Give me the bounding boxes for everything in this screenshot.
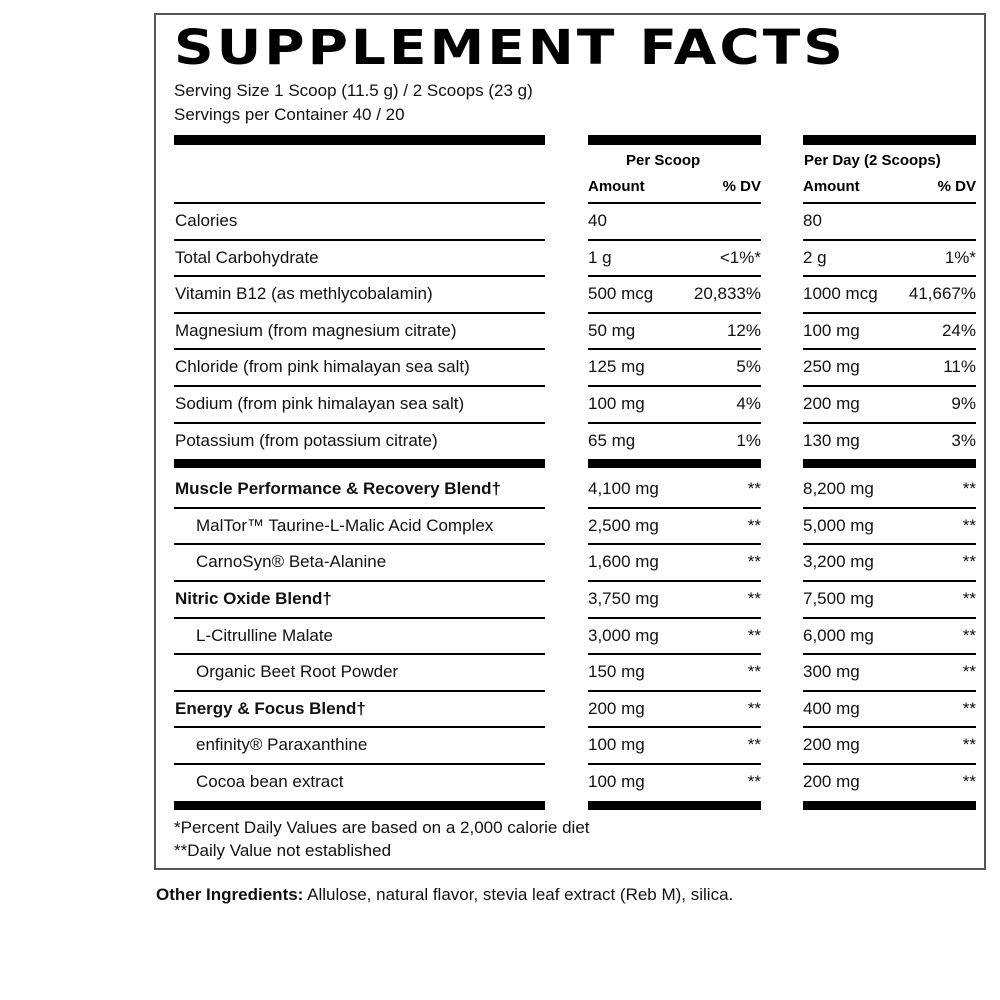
- per-scoop-amount: 50 mg: [588, 320, 636, 340]
- per-scoop-dv: **: [747, 698, 761, 718]
- top-bar-per-day: [803, 135, 976, 145]
- row-divider: [174, 763, 545, 765]
- row-divider: [803, 690, 976, 692]
- per-day-dv: 11%: [943, 357, 976, 377]
- nutrient-name: Energy & Focus Blend†: [175, 698, 366, 718]
- per-scoop-dv: 12%: [726, 320, 761, 340]
- row-divider: [174, 275, 545, 277]
- row-divider: [174, 422, 545, 424]
- row-divider: [803, 653, 976, 655]
- table-row: [156, 312, 988, 349]
- panel-title: SUPPLEMENT FACTS: [174, 18, 846, 76]
- per-day-amount: 200 mg: [803, 394, 860, 413]
- nutrient-name: Total Carbohydrate: [175, 247, 319, 267]
- nutrient-name: Nitric Oxide Blend†: [175, 589, 332, 608]
- row-divider: [174, 617, 545, 619]
- row-separator-bar: [588, 459, 761, 468]
- per-scoop-amount: 1 g: [588, 247, 612, 267]
- per-scoop-amount: 4,100 mg: [588, 479, 659, 499]
- other-ingredients: [156, 884, 733, 906]
- table-row: [156, 617, 988, 654]
- row-divider: [174, 385, 545, 387]
- per-day-amount-header: Amount: [803, 178, 860, 195]
- nutrient-name: MalTor™ Taurine-L-Malic Acid Complex: [196, 515, 494, 535]
- bottom-bar-per-day: [803, 801, 976, 810]
- row-divider: [803, 312, 976, 314]
- per-scoop-dv: **: [747, 735, 761, 755]
- per-scoop-amount: 3,000 mg: [588, 625, 659, 645]
- per-scoop-amount: 200 mg: [588, 698, 645, 718]
- row-divider: [803, 348, 976, 350]
- per-day-dv: 9%: [951, 394, 976, 413]
- table-row: [156, 239, 988, 276]
- supplement-facts-panel: [154, 13, 986, 870]
- nutrient-name: Calories: [175, 211, 238, 230]
- per-day-dv: **: [962, 625, 976, 645]
- table-row: [156, 275, 988, 312]
- row-divider: [588, 543, 761, 545]
- table-row: [156, 543, 988, 580]
- per-scoop-amount: 2,500 mg: [588, 515, 659, 535]
- per-scoop-dv: <1%*: [719, 247, 761, 267]
- nutrient-name: Potassium (from potassium citrate): [175, 430, 438, 450]
- row-divider: [174, 312, 545, 314]
- per-day-amount: 80: [803, 211, 822, 230]
- row-divider: [588, 690, 761, 692]
- per-scoop-dv: 4%: [736, 394, 761, 413]
- per-scoop-dv: **: [747, 552, 761, 572]
- per-day-dv: **: [962, 662, 976, 682]
- row-divider: [588, 507, 761, 509]
- nutrient-name: Chloride (from pink himalayan sea salt): [175, 357, 470, 377]
- row-divider: [174, 580, 545, 582]
- per-scoop-header: Per Scoop: [626, 152, 701, 169]
- row-divider: [588, 202, 761, 204]
- row-divider: [588, 239, 761, 241]
- nutrient-name: Organic Beet Root Powder: [196, 662, 399, 682]
- per-scoop-amount: 40: [588, 211, 607, 230]
- row-divider: [174, 653, 545, 655]
- per-day-dv: **: [962, 698, 976, 718]
- per-day-header: Per Day (2 Scoops): [804, 152, 941, 169]
- bottom-bar-names: [174, 801, 545, 810]
- per-scoop-amount: 65 mg: [588, 430, 636, 450]
- per-day-dv: **: [962, 515, 976, 535]
- per-scoop-dv: 5%: [736, 357, 761, 377]
- row-divider: [588, 763, 761, 765]
- row-divider: [803, 239, 976, 241]
- per-scoop-amount: 125 mg: [588, 357, 645, 377]
- per-day-dv: 1%*: [944, 247, 976, 267]
- nutrient-name: Magnesium (from magnesium citrate): [175, 320, 457, 340]
- row-divider: [588, 312, 761, 314]
- footnote-dv-not-established: **Daily Value not established: [174, 841, 392, 860]
- row-divider: [588, 385, 761, 387]
- per-day-dv: **: [962, 552, 976, 572]
- row-divider: [588, 422, 761, 424]
- nutrient-name: Vitamin B12 (as methlycobalamin): [175, 284, 433, 304]
- per-day-dv-header: % DV: [937, 178, 976, 195]
- per-scoop-amount: 100 mg: [588, 772, 645, 791]
- row-divider: [803, 763, 976, 765]
- row-divider: [174, 543, 545, 545]
- per-scoop-dv: **: [747, 589, 761, 608]
- table-row: [156, 348, 988, 385]
- row-divider: [803, 507, 976, 509]
- per-scoop-amount-header: Amount: [588, 178, 645, 195]
- per-scoop-dv: **: [747, 479, 761, 499]
- row-divider: [588, 653, 761, 655]
- per-day-amount: 7,500 mg: [803, 589, 874, 608]
- per-day-amount: 1000 mcg: [803, 284, 878, 304]
- row-divider: [174, 726, 545, 728]
- per-day-dv: 3%: [951, 430, 976, 450]
- table-row: [156, 422, 988, 459]
- nutrient-name: Muscle Performance & Recovery Blend†: [175, 479, 501, 499]
- top-bar-per-scoop: [588, 135, 761, 145]
- per-day-amount: 100 mg: [803, 320, 860, 340]
- table-row: [156, 202, 988, 239]
- per-day-dv: 41,667%: [908, 284, 976, 304]
- row-divider: [803, 543, 976, 545]
- row-divider: [803, 617, 976, 619]
- row-divider: [174, 690, 545, 692]
- per-scoop-dv: 1%: [736, 430, 761, 450]
- per-scoop-amount: 150 mg: [588, 662, 645, 682]
- footnote-daily-values: *Percent Daily Values are based on a 2,000 calorie diet: [174, 818, 590, 837]
- per-day-amount: 3,200 mg: [803, 552, 874, 572]
- per-day-amount: 300 mg: [803, 662, 860, 682]
- per-scoop-amount: 100 mg: [588, 394, 645, 413]
- per-day-amount: 8,200 mg: [803, 479, 874, 499]
- table-row: [156, 690, 988, 727]
- row-divider: [174, 507, 545, 509]
- row-divider: [803, 726, 976, 728]
- table-row: [156, 580, 988, 617]
- nutrient-name: Sodium (from pink himalayan sea salt): [175, 394, 465, 413]
- row-divider: [803, 202, 976, 204]
- per-scoop-dv: **: [747, 662, 761, 682]
- table-row: [156, 763, 988, 800]
- per-day-amount: 250 mg: [803, 357, 860, 377]
- servings-per-container: Servings per Container 40 / 20: [174, 105, 405, 124]
- per-scoop-dv: **: [747, 515, 761, 535]
- per-day-amount: 6,000 mg: [803, 625, 874, 645]
- row-divider: [174, 202, 545, 204]
- row-divider: [588, 726, 761, 728]
- per-day-dv: **: [962, 772, 976, 791]
- per-scoop-dv-header: % DV: [722, 178, 761, 195]
- per-day-dv: **: [962, 735, 976, 755]
- bottom-bar-per-scoop: [588, 801, 761, 810]
- per-day-dv: **: [962, 479, 976, 499]
- nutrient-name: enfinity® Paraxanthine: [196, 735, 368, 755]
- per-day-dv: **: [962, 589, 976, 608]
- table-row: [156, 470, 988, 507]
- other-ingredients-text: Allulose, natural flavor, stevia leaf extract (Reb M), silica.: [303, 885, 734, 904]
- row-divider: [588, 617, 761, 619]
- per-day-amount: 5,000 mg: [803, 515, 874, 535]
- per-day-amount: 200 mg: [803, 735, 860, 755]
- other-ingredients-label: Other Ingredients:: [156, 885, 304, 904]
- per-scoop-amount: 1,600 mg: [588, 552, 659, 572]
- per-day-amount: 2 g: [803, 247, 827, 267]
- per-scoop-amount: 100 mg: [588, 735, 645, 755]
- row-divider: [174, 239, 545, 241]
- row-divider: [588, 348, 761, 350]
- per-day-amount: 130 mg: [803, 430, 860, 450]
- serving-size: Serving Size 1 Scoop (11.5 g) / 2 Scoops (23 g): [174, 81, 533, 100]
- table-row: [156, 507, 988, 544]
- table-row: [156, 653, 988, 690]
- nutrient-name: L-Citrulline Malate: [196, 625, 333, 645]
- table-row: [156, 385, 988, 422]
- nutrient-name: CarnoSyn® Beta-Alanine: [196, 552, 387, 572]
- table-row: [156, 726, 988, 763]
- per-scoop-amount: 3,750 mg: [588, 589, 659, 608]
- row-divider: [803, 385, 976, 387]
- row-divider: [803, 580, 976, 582]
- top-bar-names: [174, 135, 545, 145]
- nutrient-name: Cocoa bean extract: [196, 772, 344, 791]
- row-divider: [803, 422, 976, 424]
- per-day-dv: 24%: [941, 320, 976, 340]
- row-separator-bar: [174, 459, 545, 468]
- row-divider: [803, 275, 976, 277]
- per-scoop-dv: **: [747, 772, 761, 791]
- per-scoop-dv: **: [747, 625, 761, 645]
- row-divider: [588, 275, 761, 277]
- per-scoop-dv: 20,833%: [693, 284, 761, 304]
- row-divider: [174, 348, 545, 350]
- per-scoop-amount: 500 mcg: [588, 284, 654, 304]
- row-divider: [588, 580, 761, 582]
- per-day-amount: 200 mg: [803, 772, 860, 791]
- row-separator-bar: [803, 459, 976, 468]
- per-day-amount: 400 mg: [803, 698, 860, 718]
